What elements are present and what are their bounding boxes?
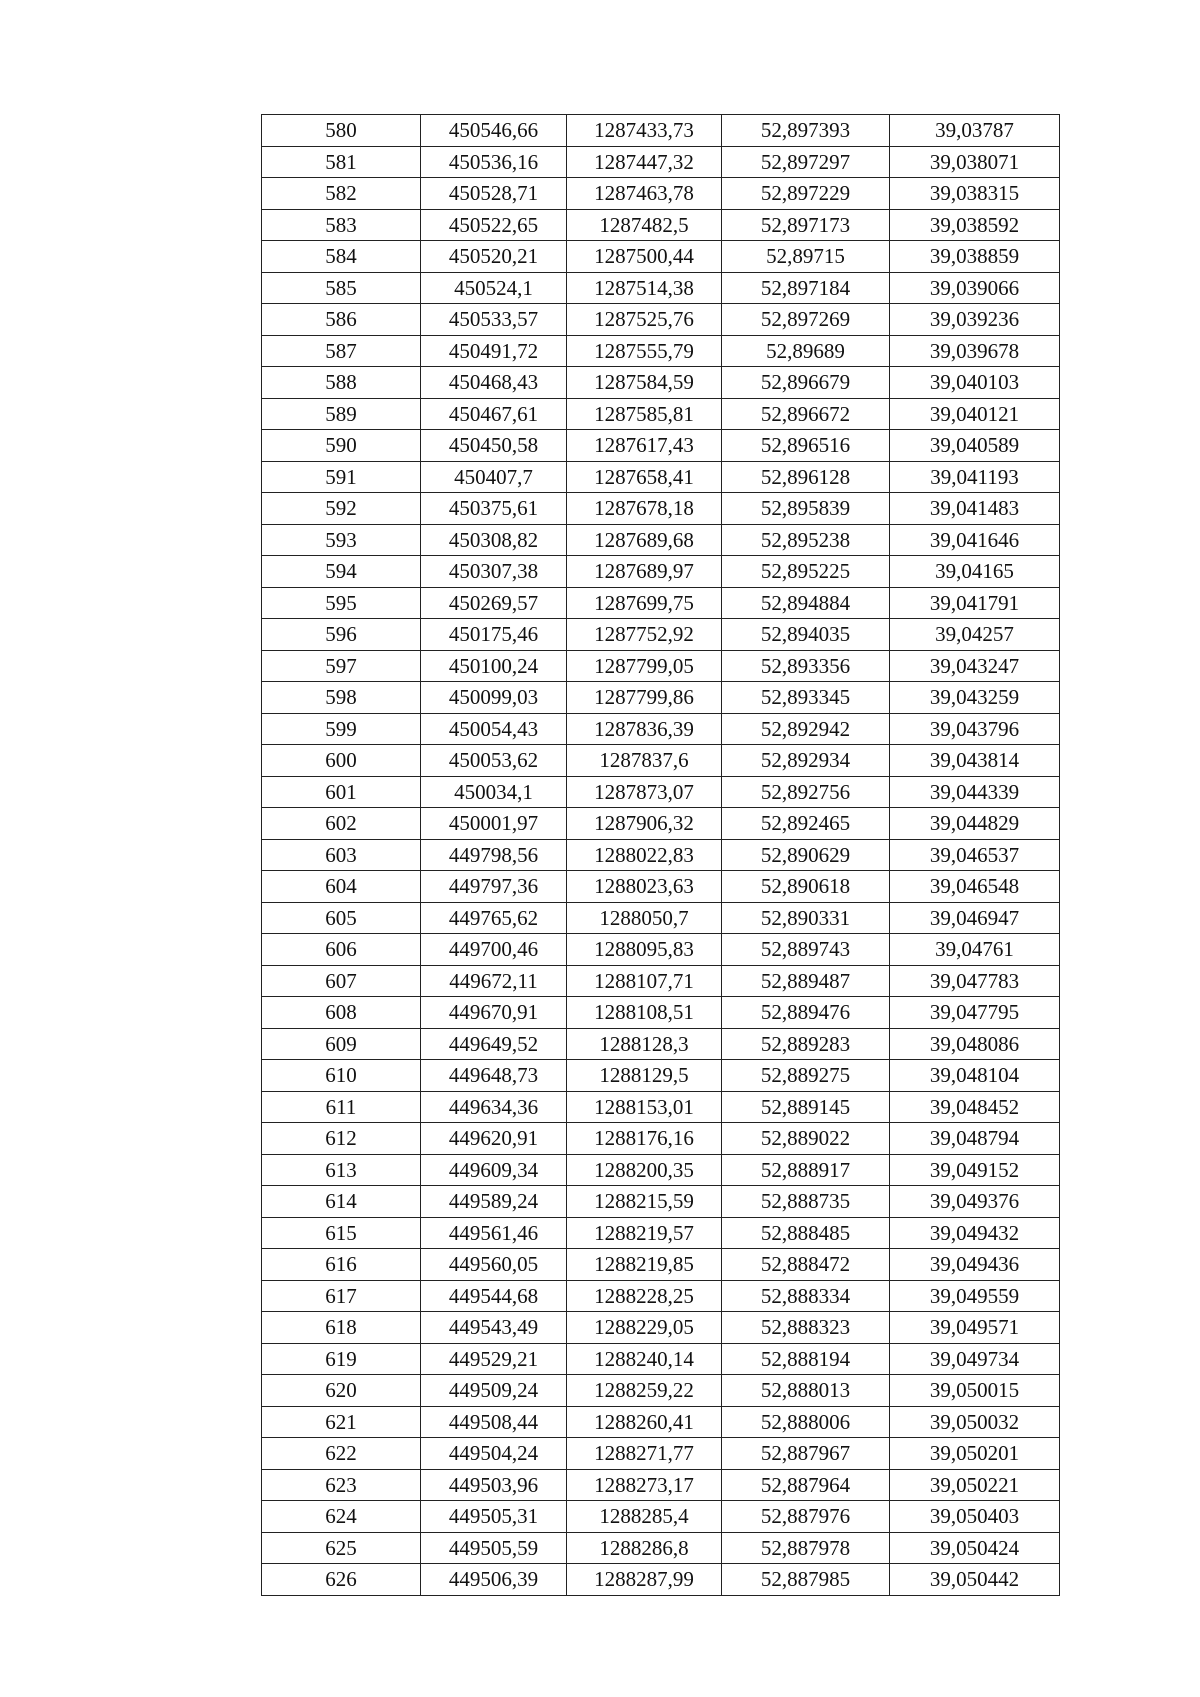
latitude-cell: 52,896128 (722, 461, 890, 493)
point-number-cell: 582 (262, 178, 421, 210)
table-row (262, 1123, 1060, 1155)
y-coordinate-cell: 1287752,92 (567, 619, 722, 651)
longitude-cell: 39,048794 (890, 1123, 1060, 1155)
table-row (262, 808, 1060, 840)
longitude-cell: 39,049734 (890, 1343, 1060, 1375)
x-coordinate-cell: 450307,38 (421, 556, 567, 588)
table-row (262, 1186, 1060, 1218)
table-row (262, 1343, 1060, 1375)
table-row (262, 871, 1060, 903)
x-coordinate-cell: 450536,16 (421, 146, 567, 178)
y-coordinate-cell: 1287658,41 (567, 461, 722, 493)
latitude-cell: 52,897297 (722, 146, 890, 178)
point-number-cell: 598 (262, 682, 421, 714)
longitude-cell: 39,03787 (890, 115, 1060, 147)
latitude-cell: 52,888472 (722, 1249, 890, 1281)
x-coordinate-cell: 449620,91 (421, 1123, 567, 1155)
latitude-cell: 52,888194 (722, 1343, 890, 1375)
y-coordinate-cell: 1288128,3 (567, 1028, 722, 1060)
longitude-cell: 39,04257 (890, 619, 1060, 651)
y-coordinate-cell: 1288176,16 (567, 1123, 722, 1155)
latitude-cell: 52,890618 (722, 871, 890, 903)
y-coordinate-cell: 1287837,6 (567, 745, 722, 777)
point-number-cell: 592 (262, 493, 421, 525)
table-row (262, 1091, 1060, 1123)
longitude-cell: 39,038315 (890, 178, 1060, 210)
y-coordinate-cell: 1287514,38 (567, 272, 722, 304)
table-row (262, 934, 1060, 966)
x-coordinate-cell: 450491,72 (421, 335, 567, 367)
y-coordinate-cell: 1288229,05 (567, 1312, 722, 1344)
y-coordinate-cell: 1288107,71 (567, 965, 722, 997)
point-number-cell: 583 (262, 209, 421, 241)
longitude-cell: 39,043247 (890, 650, 1060, 682)
x-coordinate-cell: 450175,46 (421, 619, 567, 651)
table-row (262, 997, 1060, 1029)
x-coordinate-cell: 450546,66 (421, 115, 567, 147)
latitude-cell: 52,890331 (722, 902, 890, 934)
table-row (262, 115, 1060, 147)
table-row (262, 524, 1060, 556)
table-row (262, 1438, 1060, 1470)
table-row (262, 650, 1060, 682)
point-number-cell: 580 (262, 115, 421, 147)
table-row (262, 272, 1060, 304)
table-row (262, 209, 1060, 241)
point-number-cell: 624 (262, 1501, 421, 1533)
point-number-cell: 617 (262, 1280, 421, 1312)
point-number-cell: 613 (262, 1154, 421, 1186)
y-coordinate-cell: 1287836,39 (567, 713, 722, 745)
longitude-cell: 39,039066 (890, 272, 1060, 304)
latitude-cell: 52,897393 (722, 115, 890, 147)
point-number-cell: 621 (262, 1406, 421, 1438)
coordinates-table-body (262, 115, 1060, 1596)
point-number-cell: 609 (262, 1028, 421, 1060)
table-row (262, 461, 1060, 493)
y-coordinate-cell: 1288273,17 (567, 1469, 722, 1501)
y-coordinate-cell: 1287799,86 (567, 682, 722, 714)
longitude-cell: 39,038859 (890, 241, 1060, 273)
longitude-cell: 39,039678 (890, 335, 1060, 367)
y-coordinate-cell: 1288240,14 (567, 1343, 722, 1375)
latitude-cell: 52,894884 (722, 587, 890, 619)
point-number-cell: 600 (262, 745, 421, 777)
table-row (262, 1060, 1060, 1092)
latitude-cell: 52,894035 (722, 619, 890, 651)
x-coordinate-cell: 450001,97 (421, 808, 567, 840)
x-coordinate-cell: 449672,11 (421, 965, 567, 997)
point-number-cell: 626 (262, 1564, 421, 1596)
x-coordinate-cell: 450467,61 (421, 398, 567, 430)
y-coordinate-cell: 1288050,7 (567, 902, 722, 934)
table-row (262, 682, 1060, 714)
latitude-cell: 52,897184 (722, 272, 890, 304)
y-coordinate-cell: 1288219,85 (567, 1249, 722, 1281)
longitude-cell: 39,043259 (890, 682, 1060, 714)
latitude-cell: 52,892934 (722, 745, 890, 777)
longitude-cell: 39,048452 (890, 1091, 1060, 1123)
point-number-cell: 610 (262, 1060, 421, 1092)
y-coordinate-cell: 1288023,63 (567, 871, 722, 903)
x-coordinate-cell: 449670,91 (421, 997, 567, 1029)
table-row (262, 1312, 1060, 1344)
latitude-cell: 52,895225 (722, 556, 890, 588)
table-row (262, 713, 1060, 745)
latitude-cell: 52,888334 (722, 1280, 890, 1312)
point-number-cell: 618 (262, 1312, 421, 1344)
table-row (262, 430, 1060, 462)
latitude-cell: 52,889145 (722, 1091, 890, 1123)
latitude-cell: 52,887976 (722, 1501, 890, 1533)
longitude-cell: 39,046537 (890, 839, 1060, 871)
longitude-cell: 39,044339 (890, 776, 1060, 808)
x-coordinate-cell: 449561,46 (421, 1217, 567, 1249)
longitude-cell: 39,049376 (890, 1186, 1060, 1218)
x-coordinate-cell: 449505,59 (421, 1532, 567, 1564)
table-row (262, 398, 1060, 430)
y-coordinate-cell: 1287525,76 (567, 304, 722, 336)
longitude-cell: 39,039236 (890, 304, 1060, 336)
table-row (262, 493, 1060, 525)
x-coordinate-cell: 450524,1 (421, 272, 567, 304)
x-coordinate-cell: 449700,46 (421, 934, 567, 966)
latitude-cell: 52,889283 (722, 1028, 890, 1060)
x-coordinate-cell: 449508,44 (421, 1406, 567, 1438)
table-row (262, 1280, 1060, 1312)
point-number-cell: 601 (262, 776, 421, 808)
latitude-cell: 52,890629 (722, 839, 890, 871)
point-number-cell: 615 (262, 1217, 421, 1249)
y-coordinate-cell: 1288215,59 (567, 1186, 722, 1218)
x-coordinate-cell: 450375,61 (421, 493, 567, 525)
latitude-cell: 52,889022 (722, 1123, 890, 1155)
point-number-cell: 619 (262, 1343, 421, 1375)
longitude-cell: 39,038071 (890, 146, 1060, 178)
point-number-cell: 614 (262, 1186, 421, 1218)
latitude-cell: 52,893345 (722, 682, 890, 714)
table-row (262, 776, 1060, 808)
latitude-cell: 52,892756 (722, 776, 890, 808)
x-coordinate-cell: 450308,82 (421, 524, 567, 556)
longitude-cell: 39,040589 (890, 430, 1060, 462)
y-coordinate-cell: 1288260,41 (567, 1406, 722, 1438)
point-number-cell: 608 (262, 997, 421, 1029)
point-number-cell: 587 (262, 335, 421, 367)
x-coordinate-cell: 450054,43 (421, 713, 567, 745)
point-number-cell: 590 (262, 430, 421, 462)
x-coordinate-cell: 450269,57 (421, 587, 567, 619)
x-coordinate-cell: 449529,21 (421, 1343, 567, 1375)
y-coordinate-cell: 1287689,97 (567, 556, 722, 588)
longitude-cell: 39,041791 (890, 587, 1060, 619)
y-coordinate-cell: 1287617,43 (567, 430, 722, 462)
longitude-cell: 39,049436 (890, 1249, 1060, 1281)
point-number-cell: 599 (262, 713, 421, 745)
y-coordinate-cell: 1288153,01 (567, 1091, 722, 1123)
x-coordinate-cell: 449543,49 (421, 1312, 567, 1344)
latitude-cell: 52,888323 (722, 1312, 890, 1344)
x-coordinate-cell: 449509,24 (421, 1375, 567, 1407)
y-coordinate-cell: 1288022,83 (567, 839, 722, 871)
longitude-cell: 39,050442 (890, 1564, 1060, 1596)
point-number-cell: 611 (262, 1091, 421, 1123)
point-number-cell: 604 (262, 871, 421, 903)
y-coordinate-cell: 1288271,77 (567, 1438, 722, 1470)
y-coordinate-cell: 1287699,75 (567, 587, 722, 619)
longitude-cell: 39,040103 (890, 367, 1060, 399)
y-coordinate-cell: 1288228,25 (567, 1280, 722, 1312)
x-coordinate-cell: 449544,68 (421, 1280, 567, 1312)
y-coordinate-cell: 1288259,22 (567, 1375, 722, 1407)
x-coordinate-cell: 450520,21 (421, 241, 567, 273)
point-number-cell: 622 (262, 1438, 421, 1470)
latitude-cell: 52,895238 (722, 524, 890, 556)
y-coordinate-cell: 1287678,18 (567, 493, 722, 525)
longitude-cell: 39,038592 (890, 209, 1060, 241)
coordinates-table (261, 114, 1060, 1596)
longitude-cell: 39,048104 (890, 1060, 1060, 1092)
latitude-cell: 52,888485 (722, 1217, 890, 1249)
longitude-cell: 39,047795 (890, 997, 1060, 1029)
latitude-cell: 52,89715 (722, 241, 890, 273)
latitude-cell: 52,888013 (722, 1375, 890, 1407)
x-coordinate-cell: 449634,36 (421, 1091, 567, 1123)
x-coordinate-cell: 450407,7 (421, 461, 567, 493)
table-row (262, 1154, 1060, 1186)
y-coordinate-cell: 1287500,44 (567, 241, 722, 273)
y-coordinate-cell: 1288095,83 (567, 934, 722, 966)
latitude-cell: 52,895839 (722, 493, 890, 525)
longitude-cell: 39,048086 (890, 1028, 1060, 1060)
point-number-cell: 595 (262, 587, 421, 619)
table-row (262, 335, 1060, 367)
x-coordinate-cell: 449649,52 (421, 1028, 567, 1060)
longitude-cell: 39,050403 (890, 1501, 1060, 1533)
table-row (262, 241, 1060, 273)
table-row (262, 1249, 1060, 1281)
latitude-cell: 52,896672 (722, 398, 890, 430)
table-row (262, 619, 1060, 651)
longitude-cell: 39,047783 (890, 965, 1060, 997)
table-row (262, 367, 1060, 399)
longitude-cell: 39,046548 (890, 871, 1060, 903)
table-row (262, 902, 1060, 934)
point-number-cell: 625 (262, 1532, 421, 1564)
point-number-cell: 612 (262, 1123, 421, 1155)
longitude-cell: 39,049559 (890, 1280, 1060, 1312)
latitude-cell: 52,887964 (722, 1469, 890, 1501)
point-number-cell: 589 (262, 398, 421, 430)
latitude-cell: 52,889476 (722, 997, 890, 1029)
longitude-cell: 39,049571 (890, 1312, 1060, 1344)
latitude-cell: 52,887967 (722, 1438, 890, 1470)
longitude-cell: 39,050221 (890, 1469, 1060, 1501)
x-coordinate-cell: 450034,1 (421, 776, 567, 808)
y-coordinate-cell: 1287585,81 (567, 398, 722, 430)
table-row (262, 1217, 1060, 1249)
point-number-cell: 603 (262, 839, 421, 871)
latitude-cell: 52,897229 (722, 178, 890, 210)
point-number-cell: 605 (262, 902, 421, 934)
longitude-cell: 39,050424 (890, 1532, 1060, 1564)
table-row (262, 178, 1060, 210)
longitude-cell: 39,044829 (890, 808, 1060, 840)
table-row (262, 1375, 1060, 1407)
table-row (262, 304, 1060, 336)
point-number-cell: 593 (262, 524, 421, 556)
x-coordinate-cell: 449505,31 (421, 1501, 567, 1533)
latitude-cell: 52,888917 (722, 1154, 890, 1186)
latitude-cell: 52,889487 (722, 965, 890, 997)
latitude-cell: 52,892465 (722, 808, 890, 840)
x-coordinate-cell: 449589,24 (421, 1186, 567, 1218)
table-row (262, 1532, 1060, 1564)
x-coordinate-cell: 450533,57 (421, 304, 567, 336)
longitude-cell: 39,041483 (890, 493, 1060, 525)
longitude-cell: 39,041646 (890, 524, 1060, 556)
latitude-cell: 52,897269 (722, 304, 890, 336)
longitude-cell: 39,049152 (890, 1154, 1060, 1186)
table-row (262, 1469, 1060, 1501)
y-coordinate-cell: 1288287,99 (567, 1564, 722, 1596)
table-row (262, 1406, 1060, 1438)
longitude-cell: 39,049432 (890, 1217, 1060, 1249)
point-number-cell: 584 (262, 241, 421, 273)
latitude-cell: 52,897173 (722, 209, 890, 241)
x-coordinate-cell: 450100,24 (421, 650, 567, 682)
point-number-cell: 607 (262, 965, 421, 997)
x-coordinate-cell: 449506,39 (421, 1564, 567, 1596)
x-coordinate-cell: 449504,24 (421, 1438, 567, 1470)
latitude-cell: 52,888006 (722, 1406, 890, 1438)
point-number-cell: 581 (262, 146, 421, 178)
x-coordinate-cell: 450450,58 (421, 430, 567, 462)
longitude-cell: 39,043796 (890, 713, 1060, 745)
y-coordinate-cell: 1288286,8 (567, 1532, 722, 1564)
point-number-cell: 623 (262, 1469, 421, 1501)
longitude-cell: 39,040121 (890, 398, 1060, 430)
table-row (262, 839, 1060, 871)
y-coordinate-cell: 1287584,59 (567, 367, 722, 399)
x-coordinate-cell: 450468,43 (421, 367, 567, 399)
point-number-cell: 585 (262, 272, 421, 304)
table-row (262, 1564, 1060, 1596)
point-number-cell: 616 (262, 1249, 421, 1281)
y-coordinate-cell: 1288108,51 (567, 997, 722, 1029)
table-row (262, 1501, 1060, 1533)
point-number-cell: 588 (262, 367, 421, 399)
point-number-cell: 606 (262, 934, 421, 966)
table-row (262, 965, 1060, 997)
x-coordinate-cell: 449798,56 (421, 839, 567, 871)
x-coordinate-cell: 449648,73 (421, 1060, 567, 1092)
latitude-cell: 52,896516 (722, 430, 890, 462)
latitude-cell: 52,887985 (722, 1564, 890, 1596)
y-coordinate-cell: 1287689,68 (567, 524, 722, 556)
x-coordinate-cell: 449503,96 (421, 1469, 567, 1501)
table-row (262, 1028, 1060, 1060)
y-coordinate-cell: 1287799,05 (567, 650, 722, 682)
point-number-cell: 594 (262, 556, 421, 588)
point-number-cell: 596 (262, 619, 421, 651)
longitude-cell: 39,050201 (890, 1438, 1060, 1470)
y-coordinate-cell: 1287906,32 (567, 808, 722, 840)
y-coordinate-cell: 1287433,73 (567, 115, 722, 147)
longitude-cell: 39,050032 (890, 1406, 1060, 1438)
longitude-cell: 39,04165 (890, 556, 1060, 588)
longitude-cell: 39,046947 (890, 902, 1060, 934)
x-coordinate-cell: 449765,62 (421, 902, 567, 934)
table-row (262, 556, 1060, 588)
point-number-cell: 602 (262, 808, 421, 840)
point-number-cell: 591 (262, 461, 421, 493)
longitude-cell: 39,04761 (890, 934, 1060, 966)
x-coordinate-cell: 450053,62 (421, 745, 567, 777)
y-coordinate-cell: 1287482,5 (567, 209, 722, 241)
x-coordinate-cell: 449560,05 (421, 1249, 567, 1281)
latitude-cell: 52,889743 (722, 934, 890, 966)
latitude-cell: 52,888735 (722, 1186, 890, 1218)
x-coordinate-cell: 449797,36 (421, 871, 567, 903)
table-row (262, 745, 1060, 777)
x-coordinate-cell: 450099,03 (421, 682, 567, 714)
y-coordinate-cell: 1288200,35 (567, 1154, 722, 1186)
latitude-cell: 52,887978 (722, 1532, 890, 1564)
y-coordinate-cell: 1287873,07 (567, 776, 722, 808)
point-number-cell: 620 (262, 1375, 421, 1407)
latitude-cell: 52,896679 (722, 367, 890, 399)
x-coordinate-cell: 450528,71 (421, 178, 567, 210)
y-coordinate-cell: 1287447,32 (567, 146, 722, 178)
x-coordinate-cell: 449609,34 (421, 1154, 567, 1186)
point-number-cell: 597 (262, 650, 421, 682)
x-coordinate-cell: 450522,65 (421, 209, 567, 241)
latitude-cell: 52,89689 (722, 335, 890, 367)
point-number-cell: 586 (262, 304, 421, 336)
y-coordinate-cell: 1288129,5 (567, 1060, 722, 1092)
latitude-cell: 52,892942 (722, 713, 890, 745)
y-coordinate-cell: 1287463,78 (567, 178, 722, 210)
latitude-cell: 52,893356 (722, 650, 890, 682)
longitude-cell: 39,043814 (890, 745, 1060, 777)
table-row (262, 587, 1060, 619)
latitude-cell: 52,889275 (722, 1060, 890, 1092)
longitude-cell: 39,050015 (890, 1375, 1060, 1407)
y-coordinate-cell: 1288285,4 (567, 1501, 722, 1533)
y-coordinate-cell: 1288219,57 (567, 1217, 722, 1249)
y-coordinate-cell: 1287555,79 (567, 335, 722, 367)
table-row (262, 146, 1060, 178)
longitude-cell: 39,041193 (890, 461, 1060, 493)
